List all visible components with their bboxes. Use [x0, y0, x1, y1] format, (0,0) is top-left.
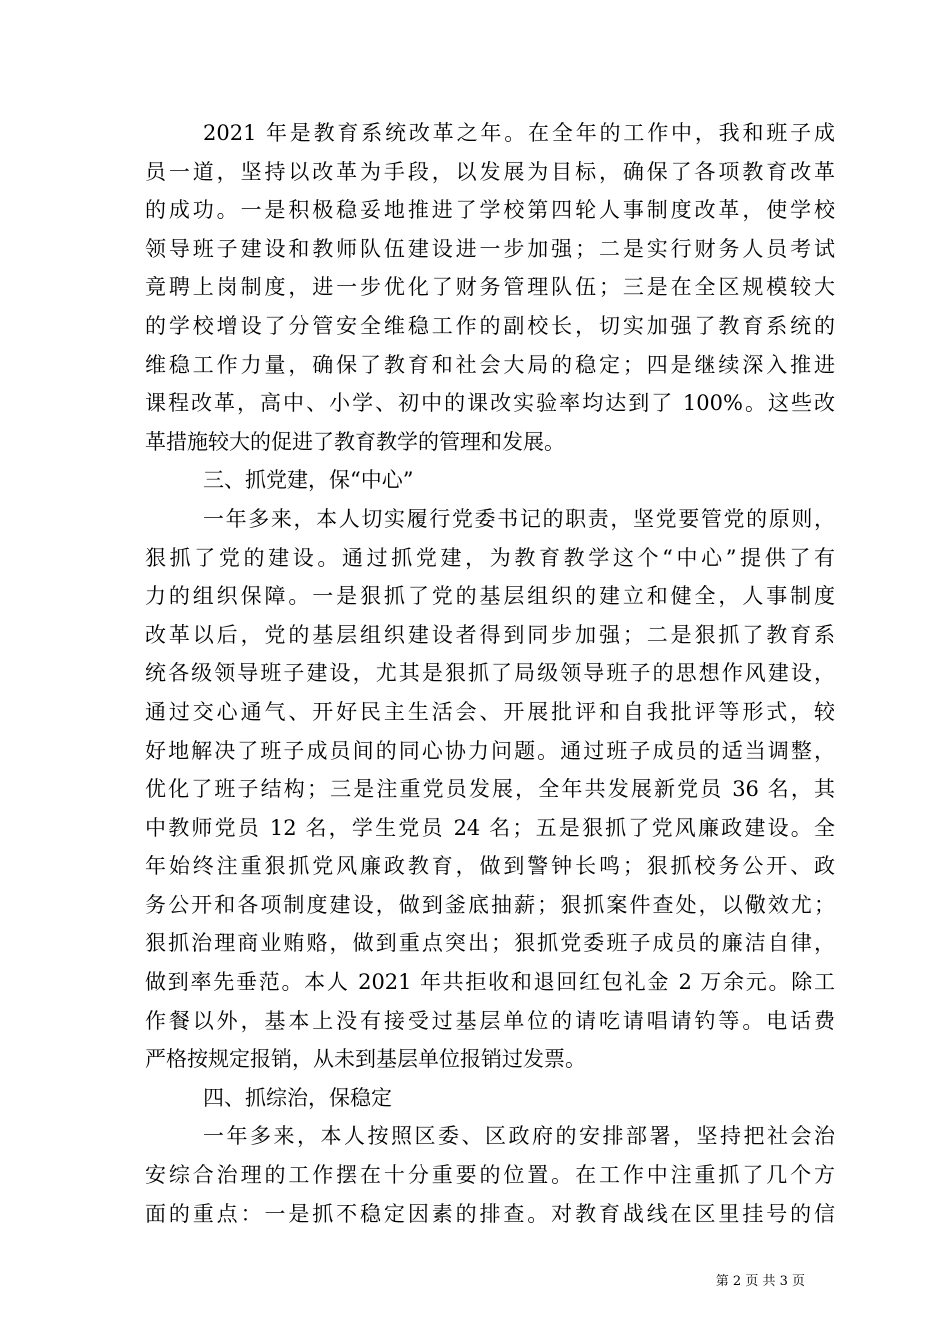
- text-line: 安综合治理的工作摆在十分重要的位置。在工作中注重抓了几个方: [145, 1163, 835, 1188]
- text-line: 改革以后，党的基层组织建设者得到同步加强；二是狠抓了教育系: [145, 622, 835, 647]
- text-line: 力的组织保障。一是狠抓了党的基层组织的建立和健全，人事制度: [145, 584, 835, 609]
- text-line: 一年多来，本人切实履行党委书记的职责，坚党要管党的原则，: [203, 506, 835, 531]
- section-heading: 四、抓综治，保稳定: [203, 1085, 392, 1110]
- text-line: 维稳工作力量，确保了教育和社会大局的稳定；四是继续深入推进: [145, 352, 835, 377]
- text-line: 的成功。一是积极稳妥地推进了学校第四轮人事制度改革，使学校: [145, 198, 835, 223]
- text-line: 优化了班子结构；三是注重党员发展，全年共发展新党员 36 名，其: [145, 777, 835, 802]
- text-line: 课程改革，高中、小学、初中的课改实验率均达到了 100%。这些改: [145, 391, 835, 416]
- text-line: 好地解决了班子成员间的同心协力问题。通过班子成员的适当调整，: [145, 738, 835, 763]
- text-line: 作餐以外，基本上没有接受过基层单位的请吃请唱请钓等。电话费: [145, 1008, 835, 1033]
- text-line: 做到率先垂范。本人 2021 年共拒收和退回红包礼金 2 万余元。除工: [145, 970, 835, 995]
- text-line: 一年多来，本人按照区委、区政府的安排部署，坚持把社会治: [203, 1124, 835, 1149]
- page-number-footer: 第 2 页 共 3 页: [715, 1274, 805, 1289]
- text-line: 狠抓治理商业贿赂，做到重点突出；狠抓党委班子成员的廉洁自律，: [145, 931, 835, 956]
- document-body: [145, 114, 835, 1233]
- text-line: 务公开和各项制度建设，做到釜底抽薪；狠抓案件查处，以儆效尤；: [145, 892, 835, 917]
- section-heading: 三、抓党建，保“中心”: [203, 468, 414, 493]
- text-line: 领导班子建设和教师队伍建设进一步加强；二是实行财务人员考试: [145, 236, 835, 261]
- text-line: 统各级领导班子建设，尤其是狠抓了局级领导班子的思想作风建设，: [145, 661, 835, 686]
- text-line: 2021 年是教育系统改革之年。在全年的工作中，我和班子成: [203, 121, 835, 145]
- text-line: 员一道，坚持以改革为手段，以发展为目标，确保了各项教育改革: [145, 159, 835, 184]
- text-line: 年始终注重狠抓党风廉政教育，做到警钟长鸣；狠抓校务公开、政: [145, 854, 835, 879]
- text-line: 狠抓了党的建设。通过抓党建，为教育教学这个“中心”提供了有: [145, 545, 835, 570]
- text-line: 的学校增设了分管安全维稳工作的副校长，切实加强了教育系统的: [145, 313, 835, 338]
- text-line: 竟聘上岗制度，进一步优化了财务管理队伍；三是在全区规模较大: [145, 275, 835, 300]
- text-line: 面的重点：一是抓不稳定因素的排查。对教育战线在区里挂号的信: [145, 1201, 835, 1226]
- text-line: 革措施较大的促进了教育教学的管理和发展。: [145, 429, 565, 454]
- text-line: 通过交心通气、开好民主生活会、开展批评和自我批评等形式，较: [145, 699, 835, 724]
- text-line: 中教师党员 12 名，学生党员 24 名；五是狠抓了党风廉政建设。全: [145, 815, 835, 840]
- text-line: 严格按规定报销，从未到基层单位报销过发票。: [145, 1047, 586, 1072]
